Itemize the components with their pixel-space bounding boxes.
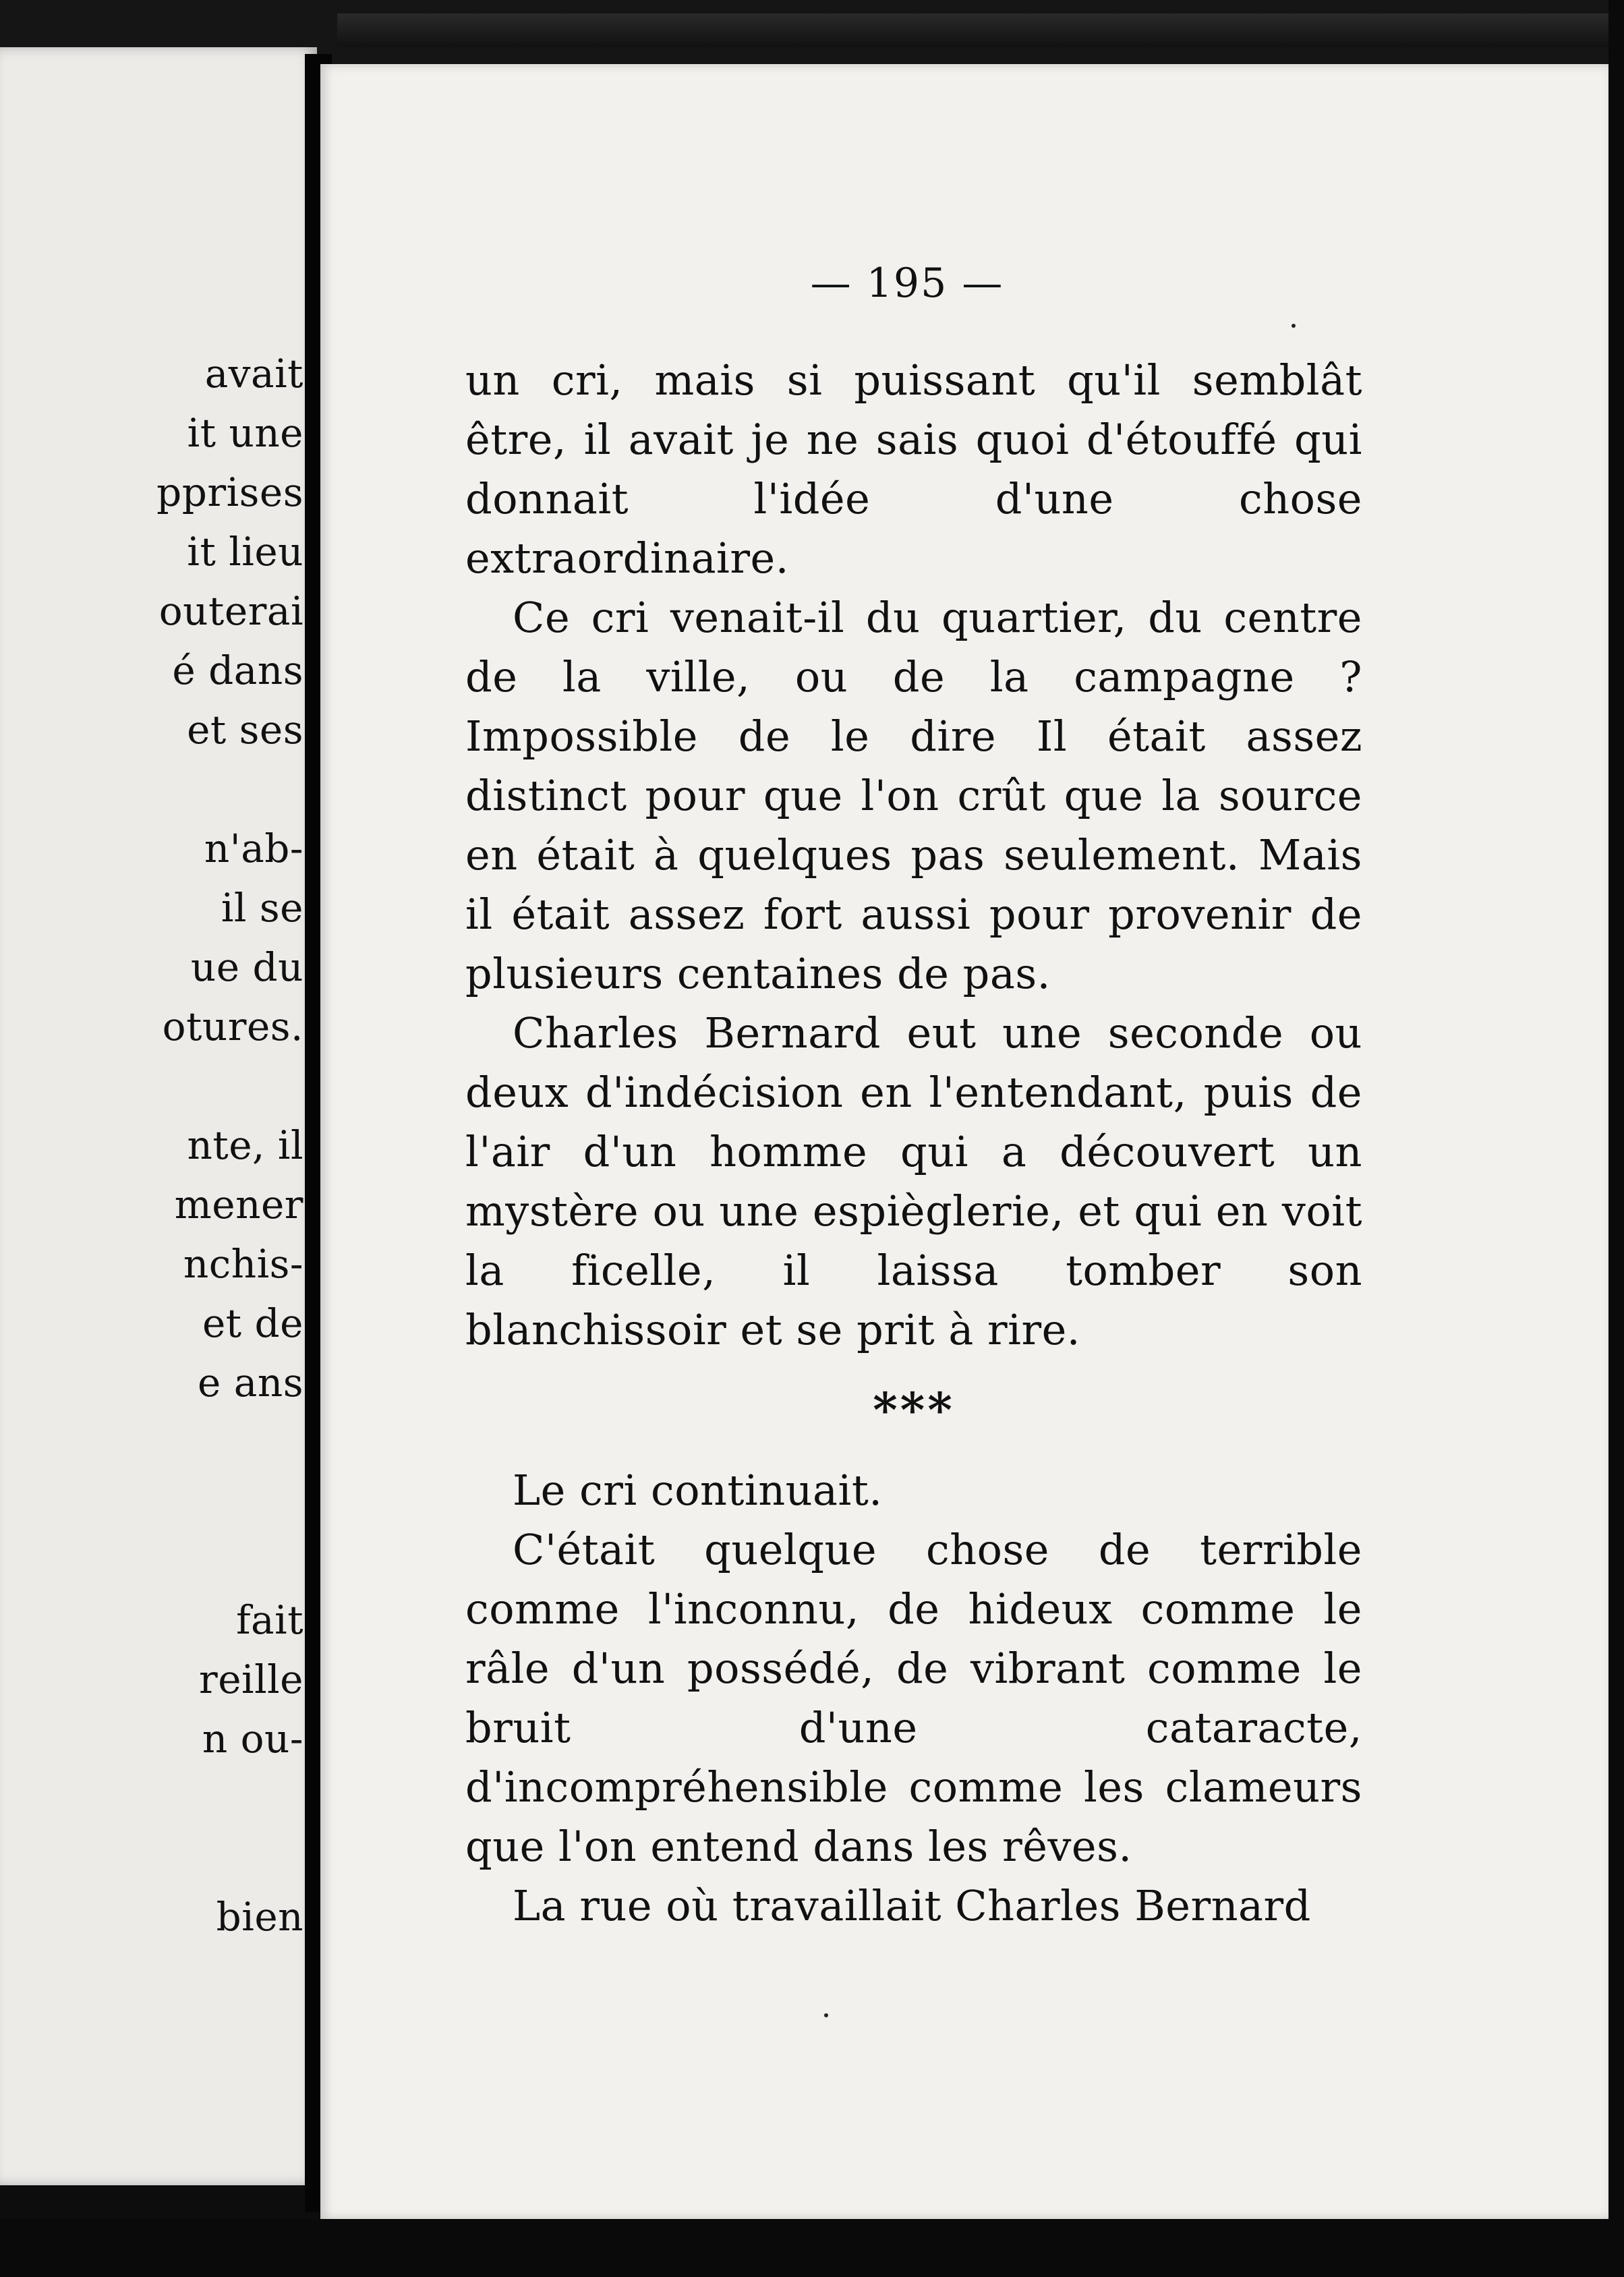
previous-page-line: et ses (187, 707, 303, 753)
print-speck (824, 2013, 828, 2017)
previous-page-line (13, 1531, 303, 1590)
section-separator: *** (873, 1382, 955, 1438)
previous-page-line: ue du (190, 944, 303, 990)
paragraph: C'était quelque chose de terrible comme l'inconnu, de hideux comme le râle d'un possédé, de vibrant comme le bruit d'une cataracte, d'incompréhensible comme les clameurs que l'on entend dans les rêves. (465, 1525, 1362, 1871)
previous-page-line: nte, il (187, 1122, 303, 1168)
previous-page-line: et de (202, 1300, 303, 1346)
paragraph: Ce cri venait-il du quartier, du centre de la ville, ou de la campagne ? Impossible de le dire Il était assez distinct pour que l'on crût que la source en était à quelques pas seulement. Mais il était assez fort aussi pour provenir de plusieurs centaines de pas. (465, 593, 1362, 998)
previous-page-line: bien (216, 1894, 303, 1940)
previous-page-line: é dans (172, 647, 303, 693)
previous-page-line: n ou- (202, 1716, 303, 1762)
previous-page-line: pprises (156, 469, 303, 515)
previous-page-text (13, 344, 303, 1947)
previous-page-line: n'ab- (204, 826, 303, 871)
body-text (465, 351, 1362, 1936)
previous-page-line: outerai (158, 588, 303, 634)
previous-page-line (13, 1056, 303, 1116)
scanner-right-edge (1608, 0, 1624, 2277)
previous-page-line: reille (198, 1656, 303, 1702)
previous-page-line: nchis- (183, 1241, 303, 1287)
previous-page-line (13, 1828, 303, 1887)
scanner-bottom-band (0, 2219, 1624, 2277)
paragraph-continues: La rue où travaillait Charles Bernard (513, 1881, 1311, 1930)
previous-page-line: it une (187, 410, 303, 456)
book-top-edge (337, 13, 1619, 47)
previous-page-line: il se (221, 885, 303, 931)
previous-page-line: it lieu (187, 529, 303, 575)
previous-page-line (13, 1472, 303, 1531)
previous-page-fragment (0, 47, 317, 2185)
page-number: — 195 — (810, 260, 1004, 307)
previous-page-line (13, 759, 303, 819)
previous-page-line: e ans (198, 1360, 303, 1406)
paragraph-continued: un cri, mais si puissant qu'il semblât être, il avait je ne sais quoi d'étouffé qui donnait l'idée d'une chose extraordinaire. (465, 355, 1362, 583)
previous-page-line: otures. (162, 1004, 303, 1049)
previous-page-line (13, 1768, 303, 1828)
paragraph: Le cri continuait. (513, 1466, 883, 1515)
paragraph: Charles Bernard eut une seconde ou deux d'indécision en l'entendant, puis de l'air d'un homme qui a découvert un mystère ou une espièglerie, et qui en voit la ficelle, il laissa tomber son blanchissoir et se prit à rire. (465, 1008, 1362, 1354)
previous-page-line: mener (174, 1182, 303, 1228)
previous-page-line: fait (236, 1597, 303, 1643)
print-speck (1292, 324, 1296, 328)
previous-page-line: avait (204, 351, 303, 397)
previous-page-line (13, 1412, 303, 1472)
